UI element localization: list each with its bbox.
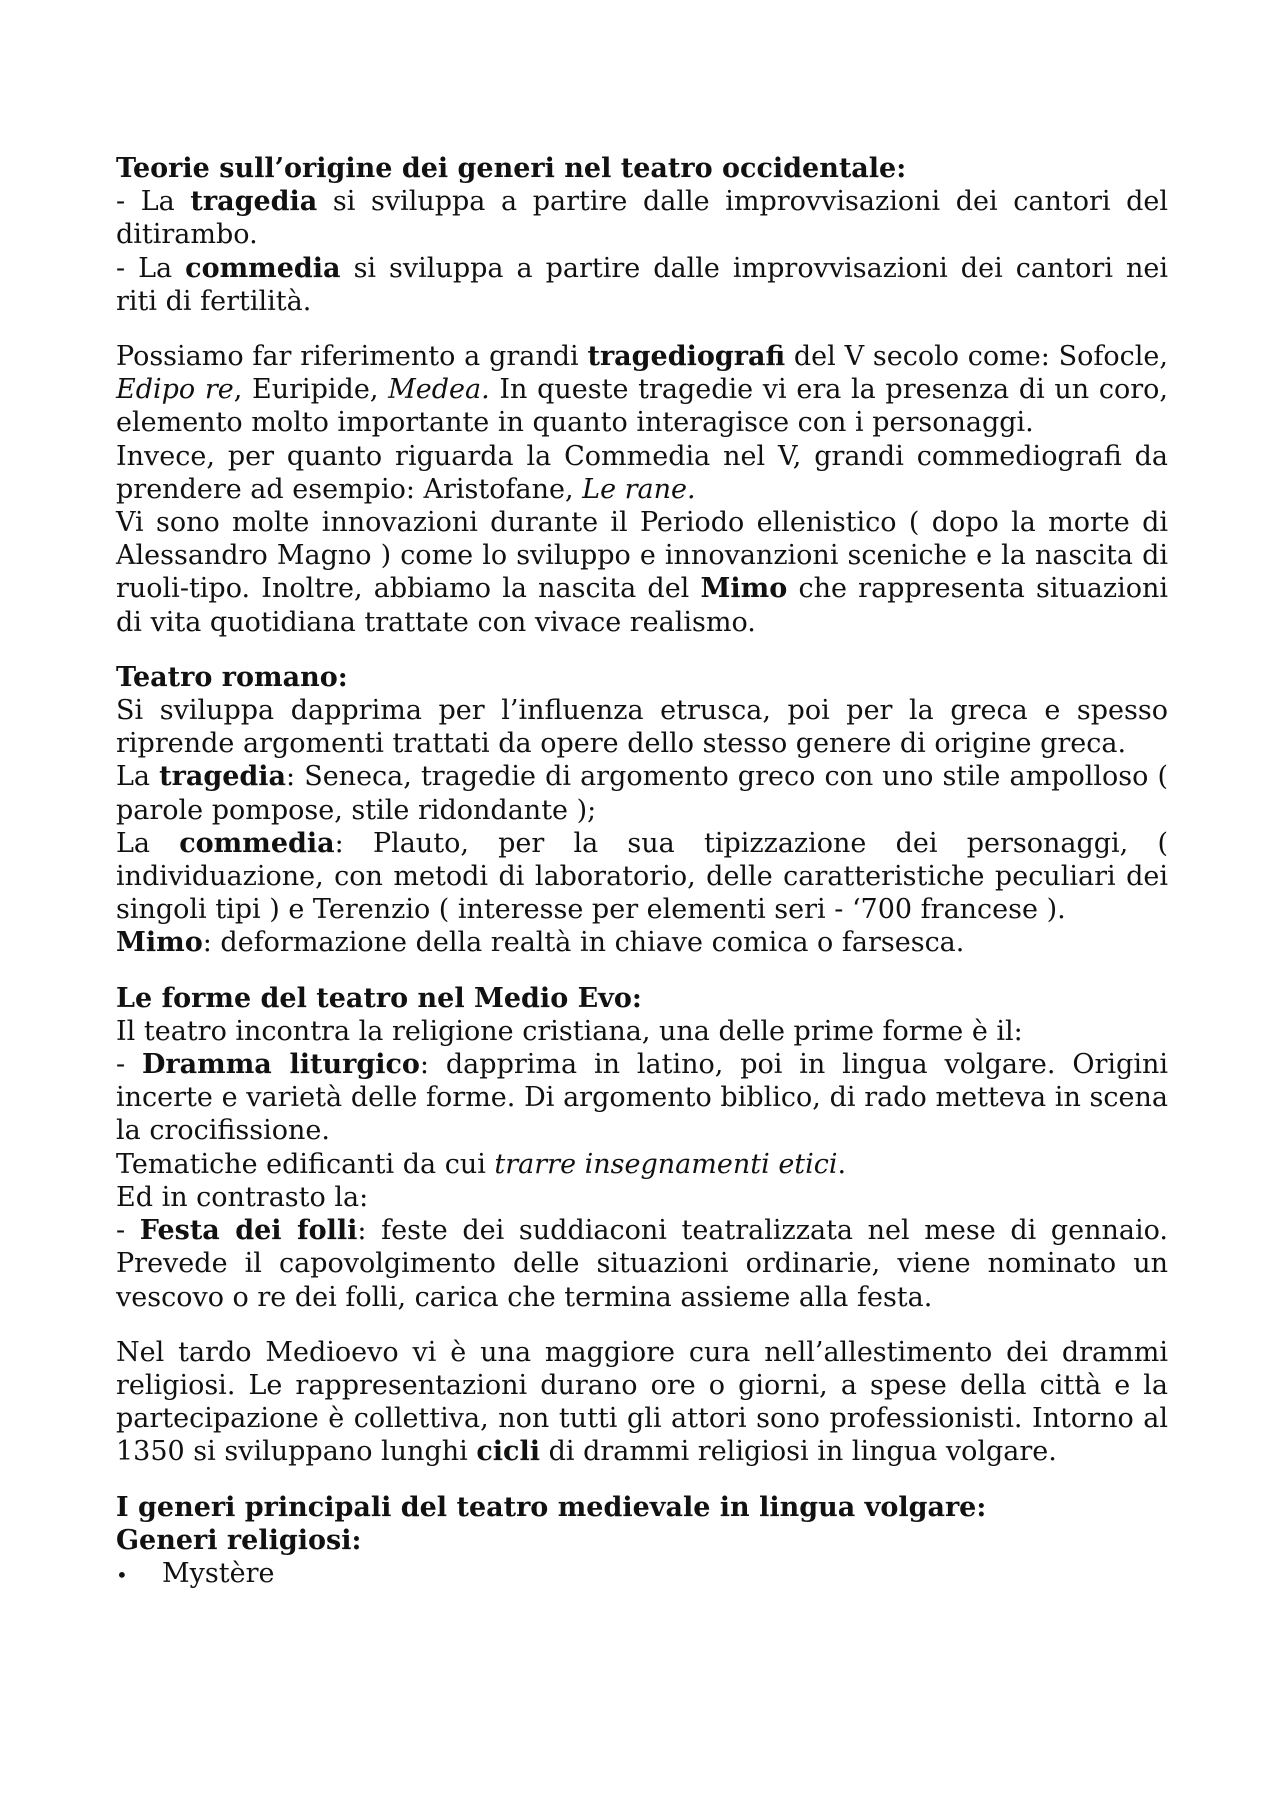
list-item-label: Mystère xyxy=(162,1557,275,1589)
paragraph-tematiche: Tematiche edificanti da cui trarre insegnamenti etici. xyxy=(116,1148,847,1180)
subheading-generi-religiosi: Generi religiosi: xyxy=(116,1524,362,1556)
paragraph-dramma-liturgico: - Dramma liturgico: dapprima in latino, poi in lingua volgare. Origini incerte e varietà delle forme. Di argomento biblico, di rado metteva in scena la crocifissione. xyxy=(116,1049,1168,1147)
paragraph-religione: Il teatro incontra la religione cristiana, una delle prime forme è il: xyxy=(116,1015,1023,1047)
list-item xyxy=(116,1557,1168,1592)
paragraph-tragedia-origine: - La tragedia si sviluppa a partire dalle improvvisazioni dei cantori del ditirambo. xyxy=(116,186,1168,251)
document-page xyxy=(116,152,1168,1592)
paragraph-commedia-romana: La commedia: Plauto, per la sua tipizzazione dei personaggi, ( individuazione, con metodi di laboratorio, delle caratteristiche peculiari dei singoli tipi ) e Terenzio ( interesse per elementi seri - ‘700 francese ). xyxy=(116,827,1168,926)
section-heading-teatro-romano: Teatro romano: xyxy=(116,661,348,693)
paragraph-tardo-medioevo: Nel tardo Medioevo vi è una maggiore cura nell’allestimento dei drammi religiosi. Le rappresentazioni durano ore o giorni, a spese della città e la partecipazione è collettiva, non tutti gli attori sono professionisti. Intorno al 1350 si sviluppano lunghi cicli di drammi religiosi in lingua volgare. xyxy=(116,1336,1168,1468)
section-heading-medio-evo: Le forme del teatro nel Medio Evo: xyxy=(116,982,642,1014)
paragraph-mimo-romano: Mimo: deformazione della realtà in chiave comica o farsesca. xyxy=(116,927,965,959)
bullet-icon: • xyxy=(116,1562,128,1587)
paragraph-festa-folli: - Festa dei folli: feste dei suddiaconi teatralizzata nel mese di gennaio. Prevede il capovolgimento delle situazioni ordinarie, viene nominato un vescovo o re dei folli, carica che termina assieme alla festa. xyxy=(116,1215,1168,1313)
paragraph-contrasto: Ed in contrasto la: xyxy=(116,1181,369,1213)
paragraph-influenza: Si sviluppa dapprima per l’influenza etrusca, poi per la greca e spesso riprende argomenti trattati da opere dello stesso genere di origine greca. xyxy=(116,695,1168,760)
section-heading-origini: Teorie sull’origine dei generi nel teatro occidentale: xyxy=(116,153,907,184)
paragraph-commediografi: Invece, per quanto riguarda la Commedia nel V, grandi commediografi da prendere ad esempio: Aristofane, Le rane. xyxy=(116,440,1168,505)
section-heading-generi-volgare: I generi principali del teatro medievale in lingua volgare: xyxy=(116,1491,987,1523)
paragraph-ellenistico: Vi sono molte innovazioni durante il Periodo ellenistico ( dopo la morte di Alessandro Magno ) come lo sviluppo e innovanzioni sceniche e la nascita di ruoli-tipo. Inoltre, abbiamo la nascita del Mimo che rappresenta situazioni di vita quotidiana trattate con vivace realismo. xyxy=(116,507,1168,638)
paragraph-tragedia-romana: La tragedia: Seneca, tragedie di argomento greco con uno stile ampolloso ( parole pompose, stile ridondante ); xyxy=(116,761,1168,826)
paragraph-tragediografi: Possiamo far riferimento a grandi tragediografi del V secolo come: Sofocle, Edipo re, Euripide, Medea. In queste tragedie vi era la presenza di un coro, elemento molto importante in quanto interagisce con i personaggi. xyxy=(116,341,1169,439)
paragraph-commedia-origine: - La commedia si sviluppa a partire dalle improvvisazioni dei cantori nei riti di fertilità. xyxy=(116,252,1168,317)
